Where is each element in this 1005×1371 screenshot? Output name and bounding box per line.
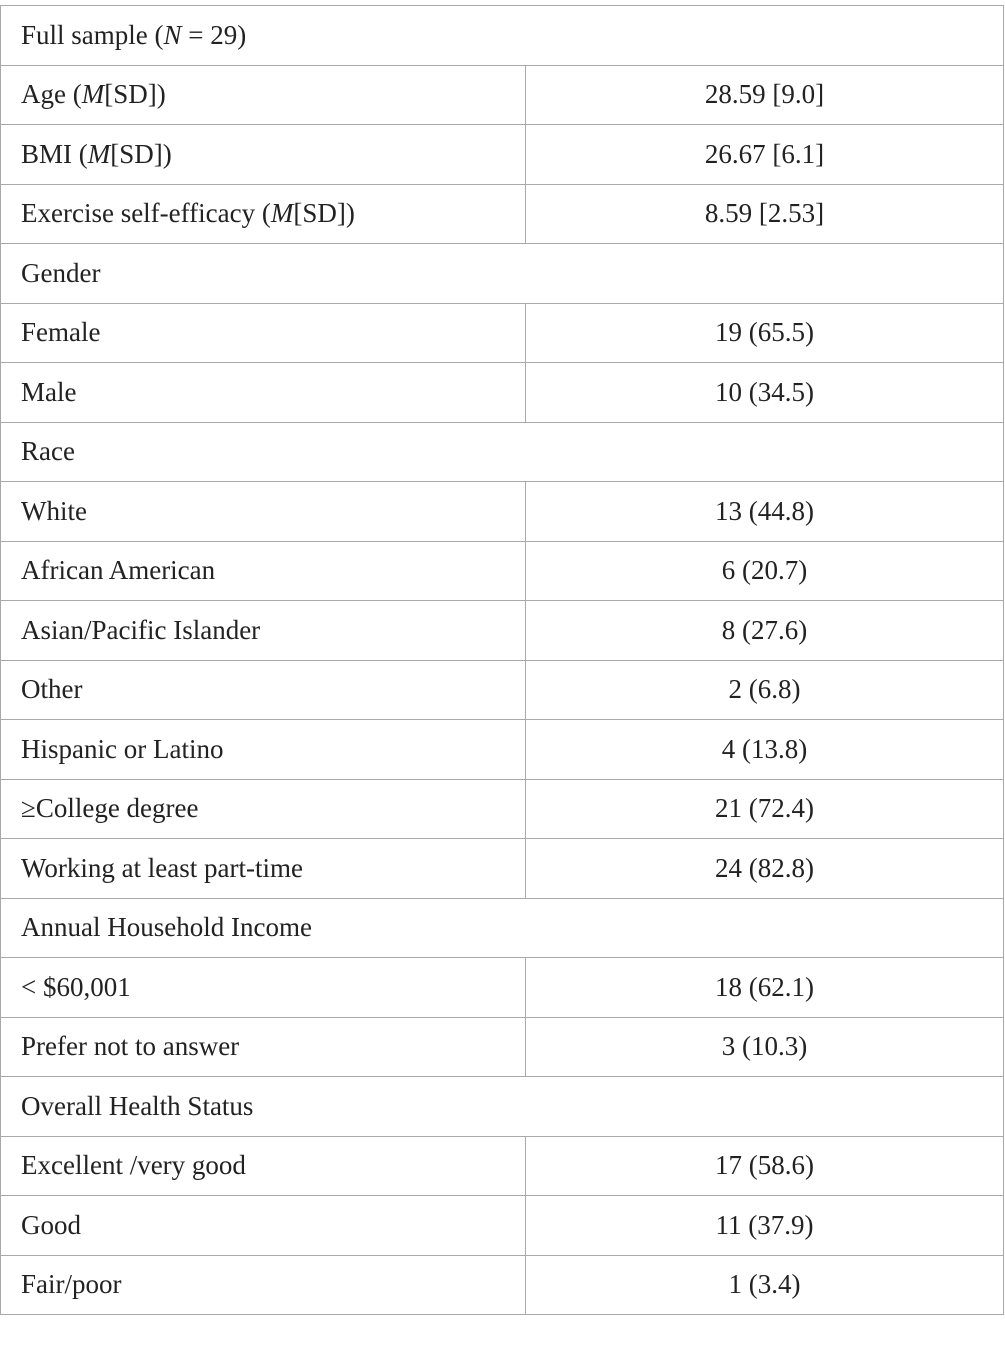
section-row-income [1,898,1004,958]
table-row [1,184,1004,244]
section-label: Gender [1,244,1004,304]
row-label: Working at least part-time [1,839,526,899]
row-label: Age (M[SD]) [1,65,526,125]
row-value: 21 (72.4) [526,779,1004,839]
table-header-row [1,6,1004,66]
row-label: Prefer not to answer [1,1017,526,1077]
row-label: ≥College degree [1,779,526,839]
header-prefix: Full sample ( [21,19,164,50]
row-value: 13 (44.8) [526,482,1004,542]
row-label: Other [1,660,526,720]
table-row [1,1017,1004,1077]
row-value: 28.59 [9.0] [526,65,1004,125]
row-value: 8.59 [2.53] [526,184,1004,244]
row-label: Hispanic or Latino [1,720,526,780]
section-label: Overall Health Status [1,1077,1004,1137]
table-row [1,363,1004,423]
table-row [1,65,1004,125]
table-row [1,1196,1004,1256]
section-row-race [1,422,1004,482]
row-label: White [1,482,526,542]
row-label: Excellent /very good [1,1136,526,1196]
table-row [1,541,1004,601]
row-value: 2 (6.8) [526,660,1004,720]
row-label: Male [1,363,526,423]
table-row [1,482,1004,542]
row-label: Female [1,303,526,363]
section-row-health [1,1077,1004,1137]
row-value: 8 (27.6) [526,601,1004,661]
row-value: 4 (13.8) [526,720,1004,780]
table-row [1,779,1004,839]
row-label: Exercise self-efficacy (M[SD]) [1,184,526,244]
header-suffix: = 29) [181,19,247,50]
row-label: Good [1,1196,526,1256]
row-value: 1 (3.4) [526,1255,1004,1315]
row-value: 11 (37.9) [526,1196,1004,1256]
row-value: 17 (58.6) [526,1136,1004,1196]
section-label: Annual Household Income [1,898,1004,958]
row-label: < $60,001 [1,958,526,1018]
header-n-symbol: N [163,19,182,50]
full-sample-header [1,6,1004,66]
table-row [1,303,1004,363]
row-label: Fair/poor [1,1255,526,1315]
row-value: 26.67 [6.1] [526,125,1004,185]
demographics-table-container [0,5,1003,1315]
row-value: 6 (20.7) [526,541,1004,601]
table-row [1,660,1004,720]
table-row [1,1136,1004,1196]
table-row [1,720,1004,780]
row-value: 19 (65.5) [526,303,1004,363]
table-row [1,839,1004,899]
demographics-table [0,5,1004,1315]
row-value: 3 (10.3) [526,1017,1004,1077]
section-label: Race [1,422,1004,482]
row-label: Asian/Pacific Islander [1,601,526,661]
row-value: 24 (82.8) [526,839,1004,899]
table-row [1,958,1004,1018]
row-label: African American [1,541,526,601]
table-row [1,601,1004,661]
section-row-gender [1,244,1004,304]
row-value: 18 (62.1) [526,958,1004,1018]
row-value: 10 (34.5) [526,363,1004,423]
row-label: BMI (M[SD]) [1,125,526,185]
table-row [1,125,1004,185]
table-row [1,1255,1004,1315]
